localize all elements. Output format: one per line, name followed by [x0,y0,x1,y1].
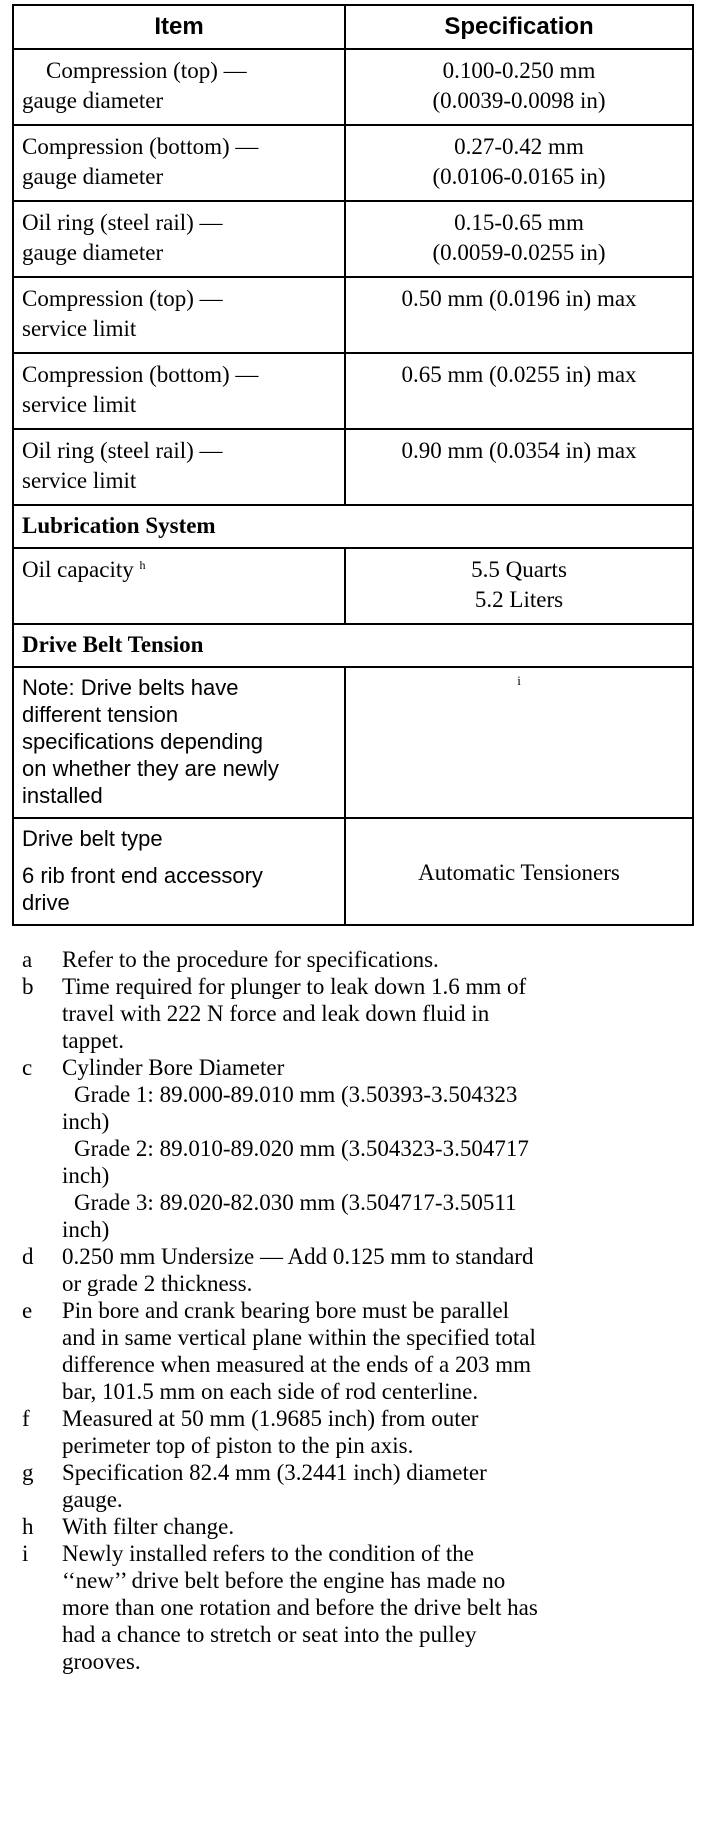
row-item [13,277,345,353]
note-line: Note: Drive belts have [22,675,239,700]
footnote-line: had a chance to stretch or seat into the pulley [62,1622,477,1647]
footnote-line: Refer to the procedure for specifications. [62,947,439,972]
footnote-key: h [22,1514,34,1539]
item-line: 6 rib front end accessory [22,863,263,888]
item-line: Compression (top) — [22,286,223,311]
spec-line: Automatic Tensioners [418,860,620,885]
footnote-key: g [22,1460,34,1485]
row-spec [345,49,693,125]
row-spec [345,277,693,353]
spec-line: 5.5 Quarts [471,557,567,582]
footnote-line: Grade 2: 89.010-89.020 mm (3.504323-3.504717 [74,1136,529,1161]
footnote-line: 0.250 mm Undersize — Add 0.125 mm to standard [62,1244,534,1269]
table-row [13,125,693,201]
footnote-line: inch) [62,1163,110,1188]
drive-belt-type-label: Drive belt type [22,826,163,851]
footnote-line: Newly installed refers to the condition of the [62,1541,474,1566]
item-line: gauge diameter [22,88,164,113]
footnote-b [12,973,692,1054]
row-spec [345,125,693,201]
footnote-line: Grade 1: 89.000-89.010 mm (3.50393-3.504323 [74,1082,518,1107]
footnote-line: With filter change. [62,1514,235,1539]
footnote-key: e [22,1298,33,1323]
footnote-line: inch) [62,1217,110,1242]
table-row [13,429,693,505]
row-item [13,667,345,818]
footnote-mark-i: i [517,673,521,688]
footnote-i [12,1540,692,1675]
row-spec [345,548,693,624]
footnote-line: Measured at 50 mm (1.9685 inch) from outer [62,1406,479,1431]
footnote-c [12,1054,692,1243]
spec-line: (0.0106-0.0165 in) [432,164,606,189]
footnote-line: or grade 2 thickness. [62,1271,253,1296]
footnotes [12,946,692,1675]
item-line: Oil ring (steel rail) — [22,210,223,235]
table-row [13,353,693,429]
specification-table [12,4,694,926]
footnote-line: ‘‘new’’ drive belt before the engine has made no [62,1568,506,1593]
spec-line: 0.90 mm (0.0354 in) max [401,438,637,463]
table-header-row [13,5,693,49]
header-specification: Specification [345,5,693,49]
footnote-line: and in same vertical plane within the specified total [62,1325,536,1350]
footnote-key: b [22,974,34,999]
item-line: gauge diameter [22,164,164,189]
section-title-drive-belt: Drive Belt Tension [13,624,693,667]
spec-line: 0.65 mm (0.0255 in) max [401,362,637,387]
item-line: Oil ring (steel rail) — [22,438,223,463]
footnote-key: c [22,1055,33,1080]
footnote-line: Cylinder Bore Diameter [62,1055,285,1080]
note-line: on whether they are newly [22,756,279,781]
row-spec [345,429,693,505]
row-item [13,353,345,429]
row-item [13,818,345,925]
table-row [13,548,693,624]
footnote-g [12,1459,692,1513]
row-item [13,201,345,277]
spec-line: 0.100-0.250 mm [442,58,596,83]
table-row [13,49,693,125]
footnote-line: Pin bore and crank bearing bore must be parallel [62,1298,510,1323]
header-item: Item [13,5,345,49]
spec-page [12,4,692,1675]
row-spec [345,818,693,925]
item-line: drive [22,890,70,915]
footnote-line: gauge. [62,1487,123,1512]
oil-capacity-label: Oil capacity [22,557,134,582]
footnote-d [12,1243,692,1297]
item-line: Compression (top) — [46,58,247,83]
footnote-line: difference when measured at the ends of a 203 mm [62,1352,531,1377]
section-title-lubrication: Lubrication System [13,505,693,548]
footnote-e [12,1297,692,1405]
item-line: Compression (bottom) — [22,362,259,387]
item-line: service limit [22,392,137,417]
row-spec [345,667,693,818]
footnote-line: tappet. [62,1028,124,1053]
row-item [13,125,345,201]
footnote-line: bar, 101.5 mm on each side of rod centerline. [62,1379,479,1404]
row-item [13,49,345,125]
note-line: different tension [22,702,179,727]
item-line: gauge diameter [22,240,164,265]
row-spec [345,353,693,429]
item-line: service limit [22,316,137,341]
footnote-line: grooves. [62,1649,141,1674]
row-spec [345,201,693,277]
spec-line: 0.27-0.42 mm [454,134,584,159]
note-line: installed [22,783,103,808]
section-row-lubrication [13,505,693,548]
footnote-line: Time required for plunger to leak down 1.6 mm of [62,974,527,999]
footnote-mark-h: h [139,558,146,572]
footnote-f [12,1405,692,1459]
item-line: Compression (bottom) — [22,134,259,159]
footnote-h [12,1513,692,1540]
footnote-line: travel with 222 N force and leak down fluid in [62,1001,490,1026]
footnote-key: i [22,1541,29,1566]
table-row [13,201,693,277]
spec-line: 0.50 mm (0.0196 in) max [401,286,637,311]
spec-line: 5.2 Liters [474,587,564,612]
note-line: specifications depending [22,729,263,754]
footnote-line: inch) [62,1109,110,1134]
table-row [13,667,693,818]
spec-line: 0.15-0.65 mm [454,210,584,235]
footnote-line: more than one rotation and before the drive belt has [62,1595,538,1620]
item-line: service limit [22,468,137,493]
footnote-line: perimeter top of piston to the pin axis. [62,1433,414,1458]
footnote-key: d [22,1244,34,1269]
spec-line: (0.0059-0.0255 in) [432,240,606,265]
footnote-line: Grade 3: 89.020-82.030 mm (3.504717-3.50511 [74,1190,517,1215]
row-item [13,429,345,505]
footnote-key: f [22,1406,30,1431]
row-item [13,548,345,624]
table-row [13,277,693,353]
spec-line: (0.0039-0.0098 in) [432,88,606,113]
footnote-a [12,946,692,973]
section-row-drive-belt [13,624,693,667]
footnote-key: a [22,947,33,972]
table-row [13,818,693,925]
footnote-line: Specification 82.4 mm (3.2441 inch) diameter [62,1460,487,1485]
